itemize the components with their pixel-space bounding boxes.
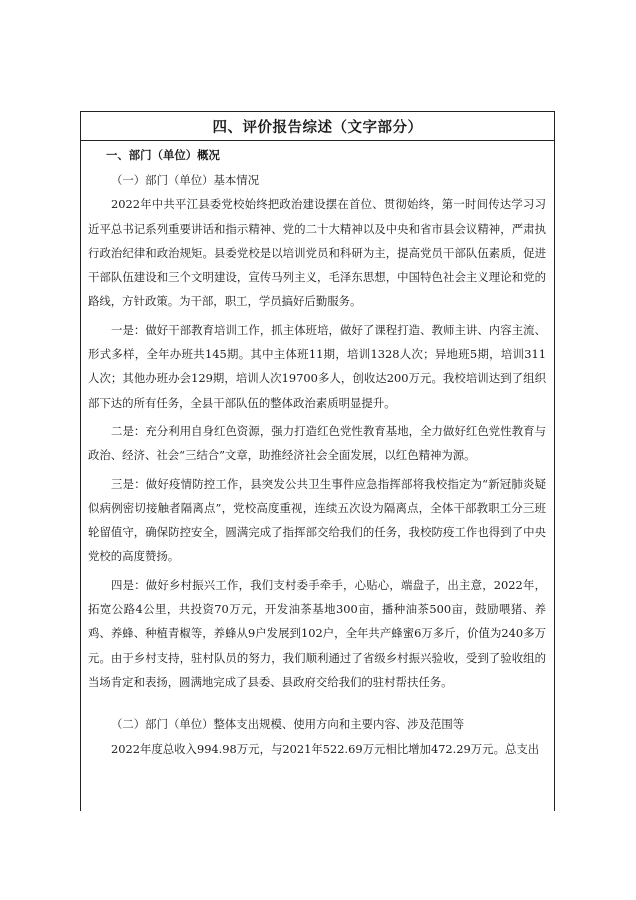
subheading-basic-info: （一）部门（单位）基本情况 xyxy=(111,173,260,187)
paragraph-epidemic-control: 三是：做好疫情防控工作，县突发公共卫生事件应急指挥部将我校指定为“新冠肺炎疑似病例密切接触者隔离点”，党校高度重视，连续五次设为隔离点，全体干部教职工分三班轮留值守，确保防控安全，圆满完成了指挥部交给我们的任务，我校防疫工作也得到了中央党校的高度赞扬。 xyxy=(88,476,546,564)
subheading-expenditure: （二）部门（单位）整体支出规模、使用方向和主要内容、涉及范围等 xyxy=(111,717,465,732)
spacer xyxy=(88,698,546,712)
report-table xyxy=(80,111,555,811)
section-title: 四、评价报告综述（文字部分） xyxy=(81,112,554,141)
heading-department-overview: 一、部门（单位）概况 xyxy=(106,148,220,162)
paragraph-rural-revitalization: 四是：做好乡村振兴工作，我们支村委手牵手，心贴心，端盘子，出主意，2022年，拓宽公路4公里，共投资70万元，开发油茶基地300亩，播种油茶500亩，鼓励喂猪、养鸡、养蜂、种植青椒等，养蜂从9户发展到102户，全年共产蜂蜜6万多斤，价值为240多万元。由于乡村支持，驻村队员的努力，我们顺利通过了省级乡村振兴验收，受到了验收组的当场肯定和表扬，圆满地完成了县委、县政府交给我们的驻村帮扶任务。 xyxy=(88,577,546,689)
report-body xyxy=(81,143,554,761)
paragraph-basic-info: 2022年中共平江县委党校始终把政治建设摆在首位、贯彻始终，第一时间传达学习习近平总书记系列重要讲话和指示精神、党的二十大精神以及中央和省市县会议精神，严肃执行政治纪律和政治规矩。县委党校是以培训党员和科研为主，提高党员干部队伍素质，促进干部队伍建设和三个文明建设，宣传马列主义，毛泽东思想，中国特色社会主义理论和党的路线，方针政策。为干部，职工，学员搞好后勤服务。 xyxy=(88,197,546,309)
paragraph-income: 2022年度总收入994.98万元，与2021年522.69万元相比增加472.29万元。总支出 xyxy=(111,741,540,756)
paragraph-training: 一是：做好干部教育培训工作，抓主体班培，做好了课程打造、教师主讲、内容主流、形式多样，全年办班共145期。其中主体班11期，培训1328人次；异地班5期，培训311人次；其他办班办会129期，培训人次19700多人，创收达200万元。我校培训达到了组织部下达的所有任务，全县干部队伍的整体政治素质明显提升。 xyxy=(88,322,546,410)
paragraph-red-resources: 二是：充分利用自身红色资源，强力打造红色党性教育基地，全力做好红色党性教育与政治、经济、社会“三结合”文章，助推经济社会全面发展，以红色精神为源。 xyxy=(88,423,546,463)
